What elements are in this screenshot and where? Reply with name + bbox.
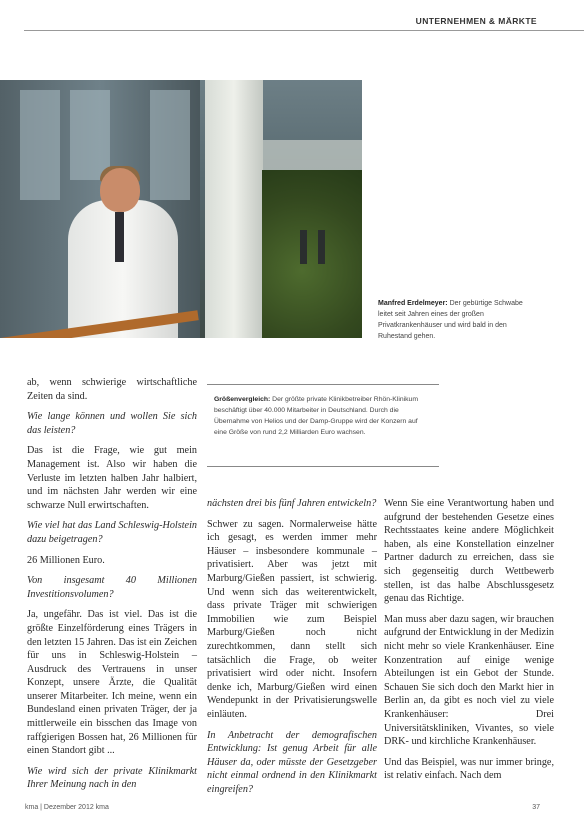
text-column-3 xyxy=(384,497,554,790)
infobox-text: Der größte private Klinikbetreiber Rhön-Klinikum beschäftigt über 40.000 Mitarbeiter in Deutschland. Durch die Übernahme von Helios und der Damp-Gruppe wird der Konzern auf eine Größe von rund 2,2 Milliarden Euro wachsen. xyxy=(214,396,418,436)
interview-answer: Schwer zu sagen. Normalerweise hätte ich gesagt, es werden immer mehr Häuser – insbesondere kommunale – privatisiert. Aber was jetzt mit Marburg/Gießen passiert, ist schwierig. Und wenn sich das weiterentwickelt, dass private Träger mit schwierigen Immobilien wie zum Beispiel Marburg/Gießen noch nicht zurechtkommen, dann stellt sich tatsächlich die Frage, ob weiter privatisiert wird oder nicht. Insofern denke ich, Marburg/Gießen wird einen Wendepunkt in der Privatisierungswelle einläuten. xyxy=(207,518,377,720)
interview-answer: Und das Beispiel, was nur immer bringe, ist relativ einfach. Nach dem xyxy=(384,756,554,782)
interview-answer: Das ist die Frage, wie gut mein Management ist. Also wir haben die Verluste im letzten halben Jahr halbiert, und im nächsten Jahr werden wir eine schwarze Null erwirtschaften. xyxy=(27,445,197,511)
text-column-2 xyxy=(207,497,377,803)
caption-text: Der gebürtige Schwabe leitet seit Jahren eines der großen Privatkrankenhäuser und wird bald in den Ruhestand gehen. xyxy=(378,300,523,340)
page-number: 37 xyxy=(532,804,540,811)
header-divider xyxy=(24,30,584,31)
interview-question: nächsten drei bis fünf Jahren entwickeln? xyxy=(207,498,377,509)
infobox-bottom-rule xyxy=(207,466,439,467)
footer-issue: kma | Dezember 2012 kma xyxy=(25,804,109,811)
interview-answer: Ja, ungefähr. Das ist viel. Das ist die größte Einzelförderung eines Trägers in den letzten 15 Jahren. Das ist ein Zeichen für uns in Schleswig-Holstein – Ausdruck des Vertrauens in unser Konzept, unsere Ärzte, die Qualität unserer Mitarbeiter. Ich meine, wenn ein Bundesland einen privaten Träger, der ja mittlerweile ein bisschen das Image von raffgierigen Bossen hat, 26 Millionen für einen Standort gibt ... xyxy=(27,609,197,757)
info-box xyxy=(214,394,432,438)
interview-question: Wie viel hat das Land Schleswig-Holstein dazu beigetragen? xyxy=(27,520,197,545)
interview-question: Von insgesamt 40 Millionen Investitionsvolumen? xyxy=(27,575,197,600)
infobox-lead: Größenvergleich: xyxy=(214,396,271,403)
caption-name: Manfred Erdelmeyer: xyxy=(378,300,448,307)
portrait-photo xyxy=(0,80,362,338)
interview-question: Wie lange können und wollen Sie sich das leisten? xyxy=(27,411,197,436)
interview-question: Wie wird sich der private Klinikmarkt Ihrer Meinung nach in den xyxy=(27,765,197,791)
text-column-1 xyxy=(27,376,197,799)
interview-question: In Anbetracht der demografischen Entwicklung: Ist genug Arbeit für alle Häuser da, oder müsste der Gesetzgeber nicht einmal ordnend in den Klinikmarkt eingreifen? xyxy=(207,729,377,795)
interview-answer: Man muss aber dazu sagen, wir brauchen aufgrund der Entwicklung in der Medizin nicht mehr so viele Krankenhäuser. Eine Konzentration auf einige wenige Abteilungen ist ein Gebot der Stunde. Schauen Sie sich doch den Markt hier in Berlin an, da gibt es noch viel zu viele Krankenhäuser: Drei Universitätskliniken, Vivantes, so viele DRK- und kirchliche Krankenhäuser. xyxy=(384,613,554,748)
interview-answer: ab, wenn schwierige wirtschaftliche Zeiten da sind. xyxy=(27,377,197,402)
interview-answer: 26 Millionen Euro. xyxy=(27,554,105,566)
infobox-top-rule xyxy=(207,384,439,385)
section-title: UNTERNEHMEN & MÄRKTE xyxy=(415,16,537,26)
photo-caption xyxy=(378,298,528,342)
interview-answer: Wenn Sie eine Verantwortung haben und aufgrund der bestehenden Gesetze eines Rechtsstaates keine andere Möglichkeit haben, als eine Konstellation einzelner Partner dadurch zu erreichen, dass sie sich gegenseitig durch Wettbewerb stellen, ist das halbe Abschlussgesetz genau das Richtige. xyxy=(384,498,554,605)
